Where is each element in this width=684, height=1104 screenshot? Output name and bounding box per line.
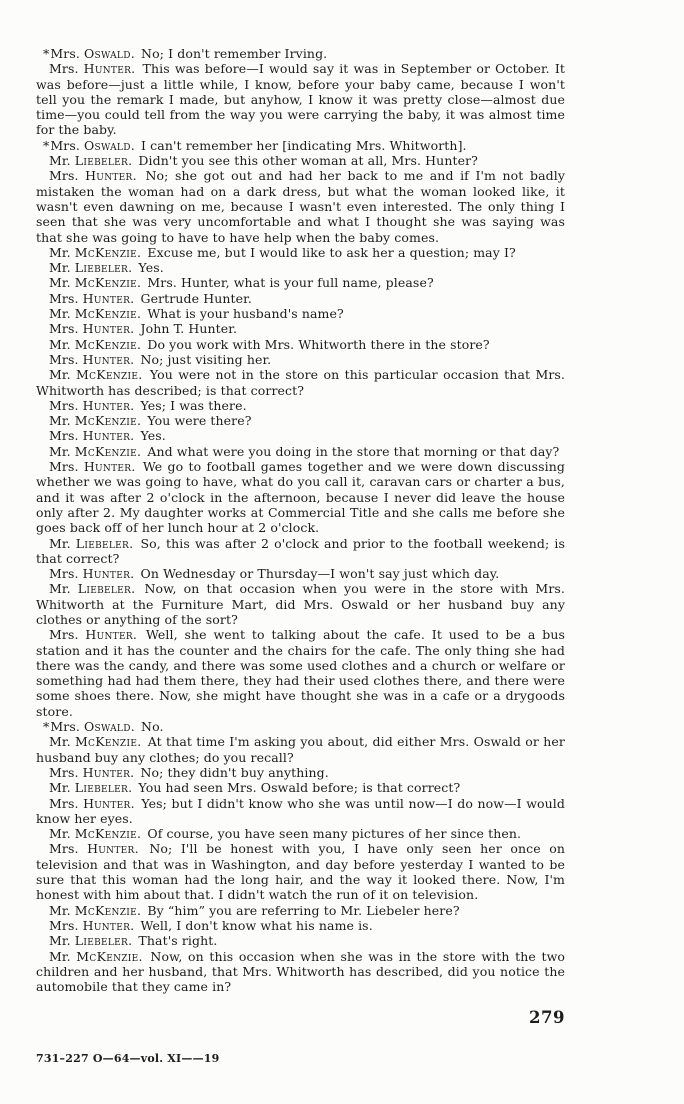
speech-text: No. <box>136 719 164 735</box>
transcript-paragraph <box>36 413 565 428</box>
speaker-title: Mrs. <box>50 719 84 735</box>
speaker-name <box>49 949 143 964</box>
transcript-paragraph <box>36 627 565 719</box>
transcript-paragraph <box>36 918 565 933</box>
speaker-name <box>49 796 135 811</box>
speaker-title: Mr. <box>49 275 75 291</box>
speaker-name <box>49 168 137 183</box>
speaker-name <box>50 46 135 61</box>
speech-text: So, this was after 2 o'clock and prior to the football weekend; is that correct? <box>36 535 565 566</box>
transcript-paragraph <box>36 566 565 581</box>
speaker-surname: McKenzie. <box>76 367 143 383</box>
speaker-surname: Oswald. <box>84 46 135 61</box>
speech-text: No; I'll be honest with you, I have only seen her once on television and that was in Washington, and day before yesterday I wanted to be sure that this woman had the long hair, and the way it looked there. Now, I'm honest with him about that. I didn't watch the run of it on television. <box>36 841 566 903</box>
speaker-name <box>49 444 141 459</box>
speech-text: This was before—I would say it was in September or October. It was before—just a little while, I know, before your baby came, because I won't tell you the remark I made, but anyhow, I know it was pretty close—almost due time—you could tell from the way you were carrying the baby, it was almost time for the baby. <box>36 61 565 138</box>
speaker-surname: Hunter. <box>82 351 135 367</box>
speaker-title: Mr. <box>49 367 77 383</box>
transcript-paragraph <box>36 841 565 902</box>
transcript-paragraph <box>36 765 565 780</box>
transcript-paragraph <box>36 398 565 413</box>
speaker-title: Mrs. <box>49 627 86 643</box>
speaker-name <box>49 780 132 795</box>
speaker-title: Mrs. <box>50 137 84 153</box>
speech-text: By “him” you are referring to Mr. Liebeler here? <box>143 902 460 918</box>
speaker-title: Mr. <box>49 826 75 842</box>
transcript-paragraph <box>36 459 565 535</box>
speaker-surname: Hunter. <box>83 61 136 77</box>
speaker-name <box>49 459 136 474</box>
speech-text: Yes; but I didn't know who she was until now—I do now—I would know her eyes. <box>36 795 565 826</box>
speaker-surname: Hunter. <box>85 168 137 184</box>
speech-text: No; I don't remember Irving. <box>136 46 328 61</box>
speaker-name <box>49 321 134 336</box>
speech-text: No; she got out and had her back to me and if I'm not badly mistaken the woman had on a dark dress, but what the woman looked like, it wasn't even dawning on me, because I wasn't even interested. The only thing I seen that she was very uncomfortable and what I thought she was saying was that she was going to have to have help when the baby comes. <box>36 168 565 245</box>
speech-text: Didn't you see this other woman at all, Mrs. Hunter? <box>134 153 478 169</box>
speech-text: Now, on this occasion when she was in the store with the two children and her husband, that Mrs. Whitworth has described, did you notice the automobile that they came in? <box>36 948 565 995</box>
speaker-title: Mr. <box>49 306 75 322</box>
speech-text: Well, I don't know what his name is. <box>136 917 373 933</box>
speaker-surname: Hunter. <box>82 566 135 582</box>
speaker-name <box>49 903 141 918</box>
speaker-name <box>50 719 135 734</box>
speaker-name <box>49 337 141 352</box>
transcript-paragraph <box>36 245 565 260</box>
page-number: 279 <box>529 1008 565 1027</box>
speaker-title: Mr. <box>49 933 75 949</box>
speech-text: Do you work with Mrs. Whitworth there in the store? <box>143 336 490 352</box>
speech-text: Yes. <box>134 260 164 276</box>
speech-text: Now, on that occasion when you were in the store with Mrs. Whitworth at the Furniture Mart, did Mrs. Oswald or her husband buy any clothes or anything of the sort? <box>36 581 565 627</box>
speaker-name <box>50 138 135 153</box>
speech-text: What is your husband's name? <box>143 306 344 322</box>
speaker-title: Mr. <box>49 260 75 276</box>
speaker-name <box>49 581 135 596</box>
transcript-paragraph <box>36 903 565 918</box>
speaker-title: Mrs. <box>49 566 83 582</box>
speaker-surname: Oswald. <box>84 137 135 153</box>
speech-text: Yes; I was there. <box>136 397 247 413</box>
transcript-paragraph <box>36 168 565 244</box>
speaker-surname: McKenzie. <box>76 948 143 964</box>
speech-text: Of course, you have seen many pictures of her since then. <box>143 826 522 842</box>
speaker-title: Mrs. <box>49 168 86 184</box>
speaker-name <box>49 398 134 413</box>
speech-text: You were not in the store on this particular occasion that Mrs. Whitworth has described; is that correct? <box>36 367 566 398</box>
transcript-paragraph <box>36 352 565 367</box>
speaker-name <box>49 367 143 382</box>
transcript-paragraph <box>36 260 565 275</box>
transcript-paragraph <box>36 444 565 459</box>
transcript-paragraph <box>36 780 565 795</box>
speaker-surname: Liebeler. <box>74 260 133 276</box>
speaker-name <box>49 245 141 260</box>
speaker-surname: Hunter. <box>82 764 135 780</box>
speaker-name <box>49 291 134 306</box>
speaker-title: Mr. <box>49 734 75 750</box>
footnote-asterisk: * <box>43 137 50 153</box>
speaker-name <box>49 841 139 856</box>
speaker-title: Mr. <box>49 244 75 260</box>
speech-text: Excuse me, but I would like to ask her a question; may I? <box>143 244 516 260</box>
speaker-title: Mrs. <box>49 428 83 444</box>
speaker-surname: Hunter. <box>83 459 136 475</box>
speaker-title: Mr. <box>49 780 75 796</box>
speaker-title: Mr. <box>49 443 75 459</box>
speaker-name <box>49 275 141 290</box>
speaker-name <box>49 306 141 321</box>
speaker-name <box>49 566 134 581</box>
speech-text: Yes. <box>136 428 166 444</box>
speaker-surname: Hunter. <box>82 917 135 933</box>
speaker-surname: Liebeler. <box>77 581 136 597</box>
speaker-title: Mrs. <box>49 397 83 413</box>
speech-text: John T. Hunter. <box>136 321 238 337</box>
speaker-surname: Liebeler. <box>74 933 133 949</box>
speaker-surname: McKenzie. <box>74 306 142 322</box>
speaker-surname: McKenzie. <box>74 443 142 459</box>
speaker-surname: Hunter. <box>83 795 135 811</box>
transcript-paragraph <box>36 719 565 734</box>
transcript-paragraph <box>36 581 565 627</box>
speaker-title: Mrs. <box>49 841 88 857</box>
speaker-name <box>49 734 141 749</box>
speech-text: We go to football games together and we were down discussing whether we was going to have, what do you call it, caravan cars or charter a bus, and it was after 2 o'clock in the afternoon, because I never did leave the house only after 2. My daughter works at Commercial Title and she calls me before she goes back off of her lunch hour at 2 o'clock. <box>36 459 565 536</box>
speaker-title: Mrs. <box>49 764 83 780</box>
transcript-paragraph <box>36 321 565 336</box>
speech-text: No; they didn't buy anything. <box>136 764 329 780</box>
speaker-surname: Hunter. <box>82 397 135 413</box>
speech-text: No; just visiting her. <box>136 351 272 367</box>
speaker-name <box>49 352 134 367</box>
transcript-paragraph <box>36 275 565 290</box>
transcript-paragraph <box>36 46 565 61</box>
speech-text: And what were you doing in the store that morning or that day? <box>143 443 560 459</box>
speech-text: You were there? <box>143 413 252 429</box>
speaker-title: Mr. <box>49 336 75 352</box>
transcript-paragraph <box>36 949 565 995</box>
speaker-surname: Hunter. <box>82 290 135 306</box>
speaker-surname: McKenzie. <box>74 826 142 842</box>
speaker-surname: Liebeler. <box>75 535 134 551</box>
speaker-surname: Liebeler. <box>74 153 133 169</box>
transcript-paragraph <box>36 153 565 168</box>
speaker-name <box>49 627 137 642</box>
transcript-paragraph <box>36 428 565 443</box>
speaker-surname: McKenzie. <box>74 734 142 750</box>
transcript-paragraph <box>36 734 565 765</box>
speaker-name <box>49 260 132 275</box>
speaker-title: Mrs. <box>49 351 83 367</box>
speaker-name <box>49 413 141 428</box>
speech-text: Mrs. Hunter, what is your full name, please? <box>143 275 434 291</box>
speaker-title: Mrs. <box>49 290 83 306</box>
speaker-title: Mr. <box>49 153 75 169</box>
transcript-paragraph <box>36 367 565 398</box>
transcript-paragraph <box>36 306 565 321</box>
speaker-name <box>49 61 135 76</box>
speaker-name <box>49 765 134 780</box>
speech-text: Well, she went to talking about the cafe. It used to be a bus station and it has the counter and the chairs for the cafe. The only thing she had there was the candy, and there was some used clothes and a church or welfare or something had had them there, they had their used clothes there, and there were some shoes there. Now, she might have thought she was in a cafe or a drygoods store. <box>36 627 565 719</box>
speaker-title: Mr. <box>49 948 77 964</box>
speaker-surname: McKenzie. <box>74 275 142 291</box>
speaker-title: Mrs. <box>49 321 83 337</box>
speaker-name <box>49 826 141 841</box>
speaker-surname: McKenzie. <box>74 902 142 918</box>
speaker-surname: Hunter. <box>87 841 139 857</box>
transcript-paragraph <box>36 61 565 137</box>
speaker-title: Mrs. <box>49 459 84 475</box>
footnote-asterisk: * <box>43 46 50 61</box>
speech-text: On Wednesday or Thursday—I won't say just which day. <box>136 566 500 582</box>
speech-text: Gertrude Hunter. <box>136 290 252 306</box>
speech-text: That's right. <box>134 933 218 949</box>
speaker-surname: Hunter. <box>85 627 138 643</box>
speaker-title: Mrs. <box>49 795 84 811</box>
footnote-asterisk: * <box>43 719 50 735</box>
print-run-code: 731–227 O—64—vol. XI——19 <box>36 1052 220 1065</box>
speaker-name <box>49 536 133 551</box>
speaker-name <box>49 918 134 933</box>
speaker-title: Mr. <box>49 535 76 551</box>
speech-text: At that time I'm asking you about, did either Mrs. Oswald or her husband buy any clothes; do you recall? <box>36 734 565 765</box>
speaker-surname: McKenzie. <box>74 244 142 260</box>
transcript-paragraph <box>36 933 565 948</box>
speaker-name <box>49 153 132 168</box>
transcript-paragraph <box>36 796 565 827</box>
speaker-surname: Oswald. <box>84 719 135 735</box>
speaker-title: Mrs. <box>49 917 83 933</box>
speaker-surname: McKenzie. <box>74 413 142 429</box>
speech-text: I can't remember her [indicating Mrs. Whitworth]. <box>136 137 467 153</box>
transcript-body <box>36 46 565 994</box>
speaker-title: Mr. <box>49 902 75 918</box>
speaker-name <box>49 428 134 443</box>
transcript-paragraph <box>36 826 565 841</box>
speaker-title: Mr. <box>49 413 75 429</box>
transcript-paragraph <box>36 536 565 567</box>
speaker-name <box>49 933 132 948</box>
transcript-paragraph <box>36 337 565 352</box>
speaker-title: Mrs. <box>49 61 84 77</box>
speaker-title: Mrs. <box>50 46 84 61</box>
speaker-surname: McKenzie. <box>74 336 142 352</box>
transcript-paragraph <box>36 138 565 153</box>
speaker-surname: Hunter. <box>82 321 135 337</box>
speaker-surname: Liebeler. <box>74 780 133 796</box>
transcript-paragraph <box>36 291 565 306</box>
speech-text: You had seen Mrs. Oswald before; is that correct? <box>134 780 461 796</box>
speaker-surname: Hunter. <box>82 428 135 444</box>
speaker-title: Mr. <box>49 581 78 597</box>
